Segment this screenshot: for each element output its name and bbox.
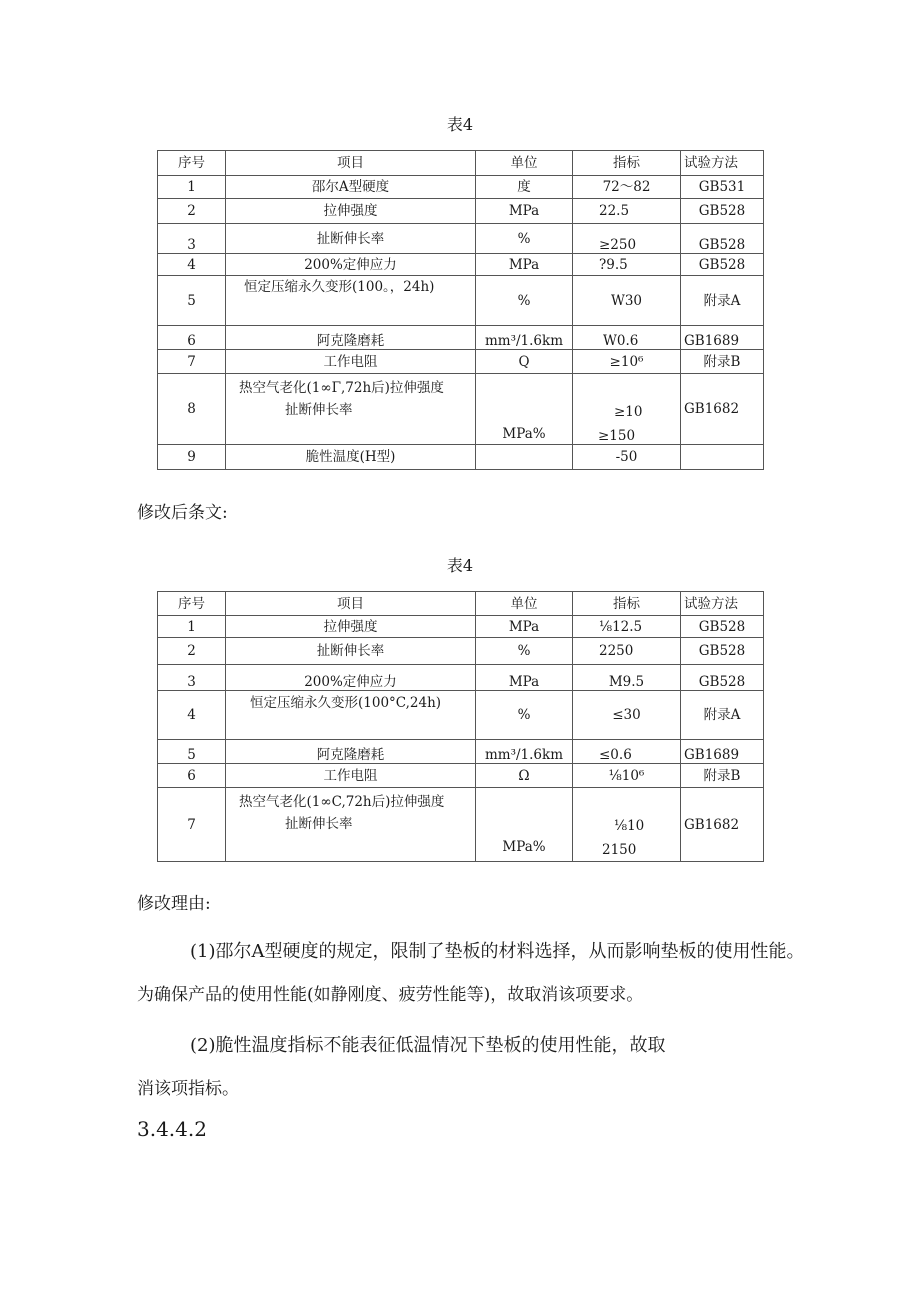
cell-method: GB528 [681,199,764,224]
cell-unit: % [476,224,573,254]
cell-unit: % [476,638,573,665]
table-header-row [158,592,764,616]
cell-method: 附录B [681,764,764,788]
cell-unit [476,445,573,470]
cell-index: 8 [158,374,226,445]
cell-indicator: 72～82 [573,176,681,199]
cell-index: 6 [158,764,226,788]
cell-indicator: ≤0.6 [573,740,681,764]
cell-indicator: W0.6 [573,326,681,350]
cell-item: 扯断伸长率 [226,224,476,254]
header-unit: 单位 [476,151,573,176]
cell-index: 9 [158,445,226,470]
cell-indicator: M9.5 [573,665,681,691]
table-header-row [158,151,764,176]
cell-item: 拉伸强度 [226,199,476,224]
cell-indicator: ≥250 [573,224,681,254]
table-row [158,788,764,862]
cell-item: 阿克隆磨耗 [226,740,476,764]
cell-indicator [573,788,681,862]
cell-indicator: 22.5 [573,199,681,224]
cell-unit: mm³/1.6km [476,740,573,764]
table-row [158,665,764,691]
table-row [158,616,764,638]
cell-item [226,374,476,445]
table-row [158,326,764,350]
label-after: 修改后条文: [137,503,228,523]
header-indicator: 指标 [573,151,681,176]
label-reason: 修改理由: [137,894,211,914]
cell-item-line2: 扯断伸长率 [285,816,353,832]
cell-item: 恒定压缩永久变形(100°C,24h) [226,691,476,740]
header-index: 序号 [158,151,226,176]
cell-method: GB1682 [681,374,764,445]
header-method: 试验方法 [681,592,764,616]
cell-index: 3 [158,665,226,691]
cell-indicator-line2: 2150 [602,842,637,858]
cell-method: GB1689 [681,326,764,350]
cell-indicator-line2: ≥150 [598,428,636,444]
cell-item: 扯断伸长率 [226,638,476,665]
cell-index: 7 [158,350,226,374]
cell-indicator-line1: ≥10 [614,404,643,420]
cell-indicator: ≥10⁶ [573,350,681,374]
table1-caption: 表4 [446,115,474,134]
cell-indicator: ⅛12.5 [573,616,681,638]
cell-indicator: 2250 [573,638,681,665]
table-row [158,374,764,445]
reason-1-line-1: (1)邵尔A型硬度的规定，限制了垫板的材料选择，从而影响垫板的使用性能。 [190,941,805,962]
cell-item-line2: 扯断伸长率 [285,402,353,418]
table2-caption: 表4 [446,556,474,575]
header-indicator: 指标 [573,592,681,616]
cell-item: 邵尔A型硬度 [226,176,476,199]
cell-indicator: -50 [573,445,681,470]
table-row [158,350,764,374]
reason-2-line-1: (2)脆性温度指标不能表征低温情况下垫板的使用性能，故取 [190,1035,666,1056]
table-row [158,691,764,740]
cell-method: GB528 [681,616,764,638]
cell-unit: MPa [476,665,573,691]
cell-item: 阿克隆磨耗 [226,326,476,350]
cell-item: 200%定伸应力 [226,254,476,276]
cell-item: 拉伸强度 [226,616,476,638]
cell-method: GB528 [681,638,764,665]
header-unit: 单位 [476,592,573,616]
cell-unit: MPa [476,254,573,276]
cell-item-line1: 热空气老化(1∞C,72h后)拉伸强度 [239,794,445,810]
table-row [158,445,764,470]
cell-unit: Q [476,350,573,374]
cell-index: 6 [158,326,226,350]
table-row [158,224,764,254]
cell-item: 工作电阻 [226,764,476,788]
cell-index: 1 [158,176,226,199]
cell-method: GB1689 [681,740,764,764]
table-row [158,176,764,199]
cell-indicator: ⅛10⁶ [573,764,681,788]
header-method: 试验方法 [681,151,764,176]
cell-method: GB1682 [681,788,764,862]
cell-index: 2 [158,638,226,665]
cell-method: 附录A [681,276,764,326]
section-number: 3.4.4.2 [137,1117,207,1141]
cell-item: 恒定压缩永久变形(100。，24h) [226,276,476,326]
cell-method: 附录B [681,350,764,374]
cell-unit: mm³/1.6km [476,326,573,350]
header-item: 项目 [226,151,476,176]
spec-table-revised [157,591,764,862]
cell-indicator: W30 [573,276,681,326]
cell-method: GB528 [681,254,764,276]
cell-item: 工作电阻 [226,350,476,374]
cell-unit: MPa [476,199,573,224]
spec-table-original [157,150,764,470]
table-row [158,740,764,764]
cell-unit: Ω [476,764,573,788]
table-row [158,199,764,224]
cell-index: 5 [158,740,226,764]
cell-method [681,445,764,470]
cell-item: 脆性温度(H型) [226,445,476,470]
cell-unit: MPa [476,616,573,638]
reason-1-line-2: 为确保产品的使用性能(如静刚度、疲劳性能等)，故取消该项要求。 [137,985,644,1005]
table-row [158,764,764,788]
reason-2-line-2: 消该项指标。 [137,1079,239,1099]
cell-method: GB528 [681,665,764,691]
cell-index: 1 [158,616,226,638]
header-index: 序号 [158,592,226,616]
cell-item [226,788,476,862]
cell-method: 附录A [681,691,764,740]
table-row [158,254,764,276]
cell-index: 2 [158,199,226,224]
header-item: 项目 [226,592,476,616]
cell-index: 4 [158,254,226,276]
table-row [158,638,764,665]
cell-index: 5 [158,276,226,326]
cell-index: 3 [158,224,226,254]
cell-indicator: ?9.5 [573,254,681,276]
cell-index: 4 [158,691,226,740]
table-row [158,276,764,326]
cell-indicator: ≤30 [573,691,681,740]
cell-index: 7 [158,788,226,862]
cell-unit: MPa% [476,374,573,445]
cell-method: GB528 [681,224,764,254]
cell-indicator [573,374,681,445]
cell-indicator-line1: ⅛10 [614,818,645,834]
cell-unit: MPa% [476,788,573,862]
cell-item-line1: 热空气老化(1∞Γ,72h后)拉伸强度 [239,380,444,396]
cell-item: 200%定伸应力 [226,665,476,691]
cell-unit: % [476,276,573,326]
cell-method: GB531 [681,176,764,199]
cell-unit: 度 [476,176,573,199]
cell-unit: % [476,691,573,740]
